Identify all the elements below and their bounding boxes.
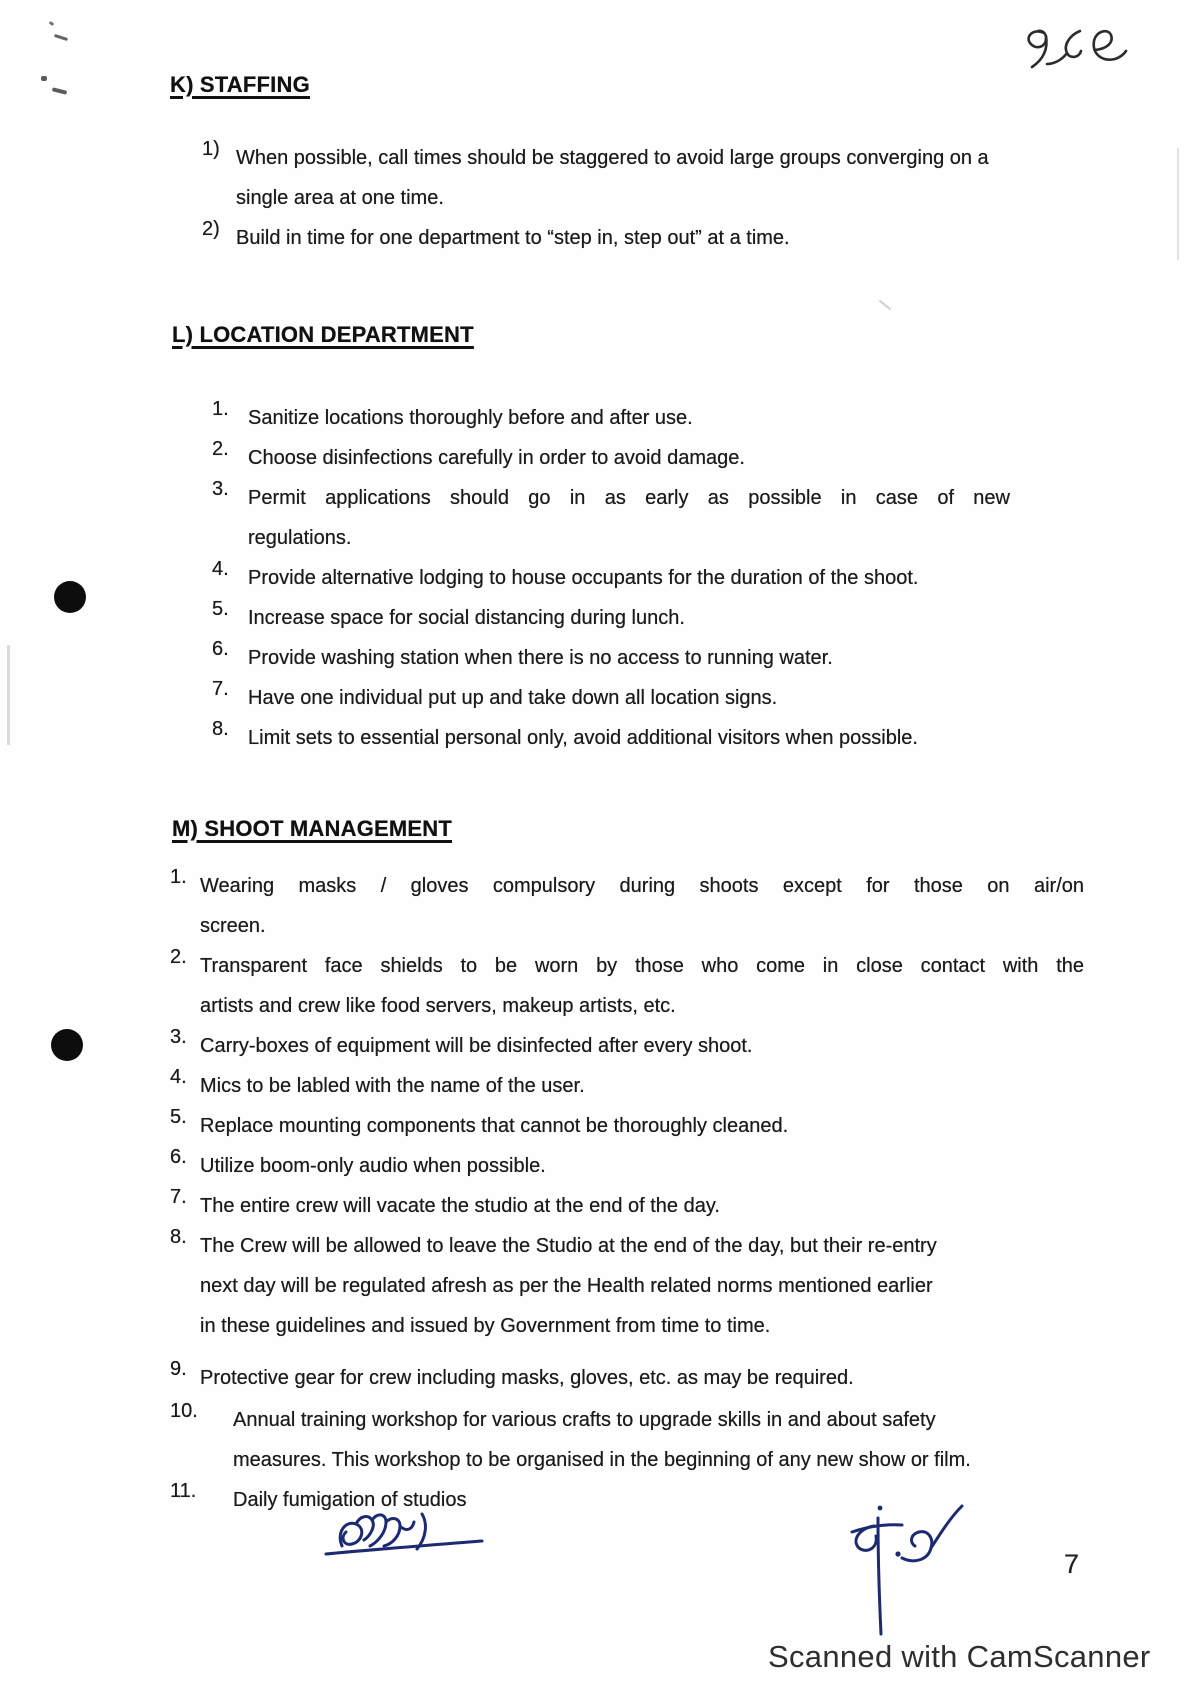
- list-item: [212, 638, 1010, 678]
- item-number: 3.: [170, 1026, 187, 1048]
- handwritten-page-mark: [1018, 22, 1128, 78]
- item-text: Limit sets to essential personal only, avoid additional visitors when possible.: [248, 727, 918, 749]
- item-number: 2.: [212, 438, 229, 460]
- item-text: Utilize boom-only audio when possible.: [200, 1155, 546, 1177]
- item-number: 1.: [170, 866, 187, 888]
- item-text: Provide washing station when there is no access to running water.: [248, 647, 833, 669]
- item-number: 2): [202, 218, 220, 240]
- item-number: 6.: [212, 638, 229, 660]
- item-number: 1.: [212, 398, 229, 420]
- item-text: Build in time for one department to “step in, step out” at a time.: [236, 227, 790, 249]
- item-text: When possible, call times should be staggered to avoid large groups converging on a single area at one time.: [236, 147, 989, 209]
- item-number: 1): [202, 138, 220, 160]
- section-heading-shoot-management: M) SHOOT MANAGEMENT: [172, 816, 453, 841]
- item-number: 3.: [212, 478, 229, 500]
- item-number: 7.: [212, 678, 229, 700]
- item-number: 8.: [212, 718, 229, 740]
- item-text: Replace mounting components that cannot be thoroughly cleaned.: [200, 1115, 789, 1137]
- item-number: 8.: [170, 1226, 187, 1248]
- pen-speck: [54, 34, 68, 41]
- list-item: [170, 1066, 1117, 1106]
- list-item: [170, 1358, 1117, 1398]
- staffing-list: [202, 138, 1081, 258]
- list-item: [202, 138, 1081, 218]
- list-item: [170, 946, 1117, 1026]
- item-text: Sanitize locations thoroughly before and after use.: [248, 407, 693, 429]
- item-text: Wearing masks / gloves compulsory during shoots except for those on air/on screen.: [200, 875, 1084, 937]
- list-item: [212, 598, 1010, 638]
- item-number: 7.: [170, 1186, 187, 1208]
- item-number: 5.: [212, 598, 229, 620]
- item-number: 2.: [170, 946, 187, 968]
- signature-left: [312, 1502, 492, 1566]
- shoot-management-list: [170, 866, 1117, 1520]
- camscanner-watermark: Scanned with CamScanner: [768, 1639, 1151, 1674]
- scan-artifact: [1177, 148, 1179, 260]
- item-text: Have one individual put up and take down all location signs.: [248, 687, 778, 709]
- item-text: Provide alternative lodging to house occupants for the duration of the shoot.: [248, 567, 919, 589]
- list-item: [202, 218, 1081, 258]
- section-heading-staffing: K) STAFFING: [170, 72, 310, 97]
- item-number: 6.: [170, 1146, 187, 1168]
- item-text: Daily fumigation of studios: [233, 1489, 467, 1511]
- list-item: [170, 1146, 1117, 1186]
- item-text: Permit applications should go in as early as possible in case of new regulations.: [248, 487, 1010, 549]
- item-text: The entire crew will vacate the studio at the end of the day.: [200, 1195, 720, 1217]
- item-text: Protective gear for crew including masks, gloves, etc. as may be required.: [200, 1367, 854, 1389]
- item-text: Annual training workshop for various crafts to upgrade skills in and about safety measures. This workshop to be organised in the beginning of any new show or film.: [233, 1409, 971, 1471]
- signature-right: [838, 1492, 970, 1647]
- list-item: [170, 1400, 1117, 1480]
- list-item: [212, 718, 1010, 758]
- list-item: [170, 1226, 1117, 1346]
- location-department-list: [212, 398, 1010, 758]
- item-text: Choose disinfections carefully in order to avoid damage.: [248, 447, 745, 469]
- list-item: [212, 558, 1010, 598]
- item-number: 11.: [170, 1480, 197, 1502]
- item-number: 4.: [170, 1066, 187, 1088]
- item-text: Mics to be labled with the name of the user.: [200, 1075, 585, 1097]
- list-item: [212, 478, 1010, 558]
- item-number: 9.: [170, 1358, 187, 1380]
- list-item: [170, 866, 1117, 946]
- hole-punch-dot: [54, 581, 86, 613]
- pen-speck: [52, 87, 68, 95]
- list-item: [170, 1026, 1117, 1066]
- section-heading-location-department: L) LOCATION DEPARTMENT: [172, 322, 474, 347]
- item-number: 10.: [170, 1400, 198, 1422]
- list-item: [170, 1186, 1117, 1226]
- list-item: [212, 438, 1010, 478]
- page-number: 7: [1064, 1549, 1080, 1579]
- pen-speck: [49, 21, 55, 26]
- pen-speck: [41, 76, 47, 81]
- list-item: [212, 398, 1010, 438]
- hole-punch-dot: [51, 1029, 83, 1061]
- item-number: 5.: [170, 1106, 187, 1128]
- list-item: [212, 678, 1010, 718]
- scan-artifact: [7, 645, 10, 745]
- item-text: Transparent face shields to be worn by those who come in close contact with the artists and crew like food servers, makeup artists, etc.: [200, 955, 1084, 1017]
- item-number: 4.: [212, 558, 229, 580]
- item-text: Increase space for social distancing during lunch.: [248, 607, 685, 629]
- scan-artifact: [879, 300, 891, 310]
- list-item: [170, 1106, 1117, 1146]
- item-text: Carry-boxes of equipment will be disinfected after every shoot.: [200, 1035, 753, 1057]
- item-text: The Crew will be allowed to leave the Studio at the end of the day, but their re-entry next day will be regulated afresh as per the Health related norms mentioned earlier in these guidelines and issued by Government from time to time.: [200, 1235, 937, 1337]
